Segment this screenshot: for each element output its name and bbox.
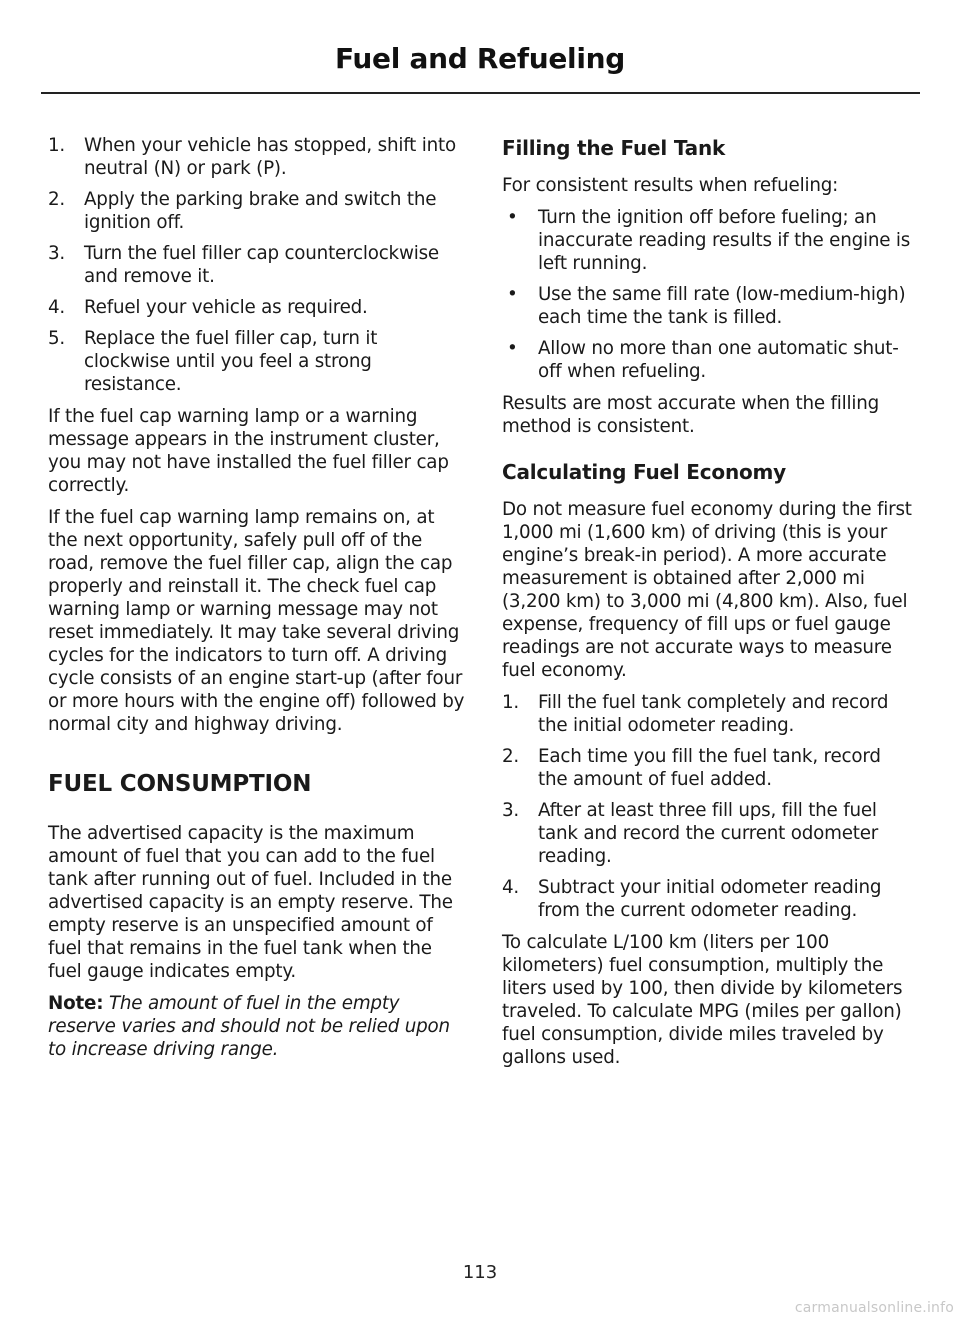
page-number: 113: [462, 1262, 498, 1283]
step-number: 5.: [48, 328, 66, 349]
left-column: [48, 134, 468, 1070]
refuel-steps-list: [48, 134, 468, 396]
step-number: 2.: [48, 189, 66, 210]
step-text: Fill the fuel tank completely and record the initial odometer reading.: [538, 692, 889, 736]
bullet-text: Allow no more than one automatic shut-off when refueling.: [538, 338, 899, 382]
note-text: The amount of fuel in the empty reserve varies and should not be relied upon to increase driving range.: [48, 993, 450, 1060]
section-heading-fuel-consumption: FUEL CONSUMPTION: [48, 771, 312, 797]
list-item: [502, 206, 914, 275]
filling-bullet-list: [502, 206, 914, 383]
bullet-icon: •: [507, 284, 518, 305]
advertised-capacity-paragraph: The advertised capacity is the maximum amount of fuel that you can add to the fuel tank after running out of fuel. Included in the advertised capacity is an empty reserve. The empty reserve is an unspecified amount of fuel that remains in the fuel tank when the fuel gauge indicates empty.: [48, 823, 453, 982]
watermark: carmanualsonline.info: [794, 1300, 954, 1316]
bullet-icon: •: [507, 207, 518, 228]
step-text: Turn the fuel filler cap counterclockwise and remove it.: [84, 243, 439, 287]
filling-outro: Results are most accurate when the filling method is consistent.: [502, 393, 880, 437]
step-text: When your vehicle has stopped, shift into neutral (N) or park (P).: [84, 135, 456, 179]
step-text: After at least three fill ups, fill the fuel tank and record the current odometer reading.: [538, 800, 879, 867]
fuel-cap-reset-paragraph: If the fuel cap warning lamp remains on, at the next opportunity, safely pull off of the road, remove the fuel filler cap, align the cap properly and reinstall it. The check fuel cap warning lamp or warning message may not reset immediately. It may take several driving cycles for the indicators to turn off. A driving cycle consists of an engine start-up (after four or more hours with the engine off) followed by normal city and highway driving.: [48, 507, 465, 735]
list-item: [48, 327, 468, 396]
header-divider: [41, 92, 920, 94]
filling-intro: For consistent results when refueling:: [502, 175, 839, 196]
list-item: [502, 799, 914, 868]
step-number: 4.: [48, 297, 66, 318]
bullet-text: Use the same fill rate (low-medium-high) each time the tank is filled.: [538, 284, 906, 328]
step-text: Refuel your vehicle as required.: [84, 297, 368, 318]
subheading-calculating-fuel-economy: Calculating Fuel Economy: [502, 460, 787, 484]
step-number: 2.: [502, 746, 520, 767]
list-item: [48, 296, 468, 319]
calc-steps-list: [502, 691, 914, 922]
step-text: Replace the fuel filler cap, turn it clockwise until you feel a strong resistance.: [84, 328, 378, 395]
calc-paragraph: Do not measure fuel economy during the first 1,000 mi (1,600 km) of driving (this is your engine’s break-in period). A more accurate measurement is obtained after 2,000 mi (3,200 km) to 3,000 mi (4,800 km). Also, fuel expense, frequency of fill ups or fuel gauge readings are not accurate ways to measure fuel economy.: [502, 499, 912, 681]
list-item: [48, 242, 468, 288]
step-number: 1.: [48, 135, 66, 156]
step-text: Subtract your initial odometer reading from the current odometer reading.: [538, 877, 882, 921]
list-item: [48, 188, 468, 234]
page-title: Fuel and Refueling: [334, 42, 626, 75]
bullet-icon: •: [507, 338, 518, 359]
list-item: [502, 745, 914, 791]
note-label: Note:: [48, 993, 104, 1014]
bullet-text: Turn the ignition off before fueling; an inaccurate reading results if the engine is left running.: [538, 207, 911, 274]
right-column: [502, 134, 914, 1078]
list-item: [502, 691, 914, 737]
step-number: 4.: [502, 877, 520, 898]
list-item: [502, 876, 914, 922]
step-text: Apply the parking brake and switch the ignition off.: [84, 189, 437, 233]
subheading-filling-fuel-tank: Filling the Fuel Tank: [502, 136, 726, 160]
list-item: [48, 134, 468, 180]
step-number: 3.: [502, 800, 520, 821]
step-number: 1.: [502, 692, 520, 713]
note: [48, 992, 468, 1061]
list-item: [502, 337, 914, 383]
step-number: 3.: [48, 243, 66, 264]
calc-final-paragraph: To calculate L/100 km (liters per 100 kilometers) fuel consumption, multiply the liters used by 100, then divide by kilometers traveled. To calculate MPG (miles per gallon) fuel consumption, divide miles traveled by gallons used.: [502, 932, 903, 1068]
list-item: [502, 283, 914, 329]
fuel-cap-warning-paragraph: If the fuel cap warning lamp or a warning message appears in the instrument cluster, you may not have installed the fuel filler cap correctly.: [48, 406, 449, 496]
step-text: Each time you fill the fuel tank, record the amount of fuel added.: [538, 746, 881, 790]
